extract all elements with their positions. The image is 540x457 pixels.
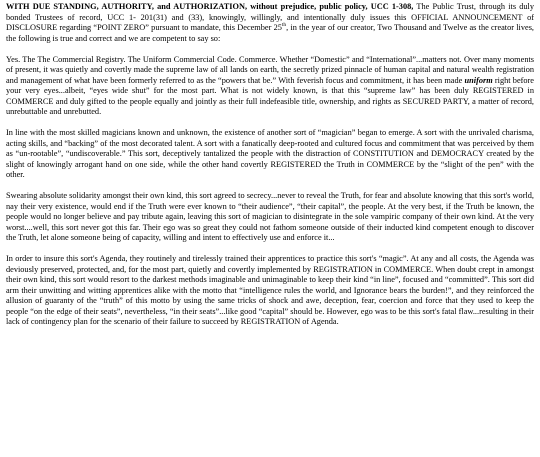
paragraph-announcement: [6, 2, 534, 44]
registry-text-end: right before your very eyes...albeit, “eyes wide shut” for the most part. What is not widely known, is that this “supreme law” has been duly REGISTERED in COMMERCE and duly gifted to the people equally and jointly as their full indefeasible title, ownership, and rights as SECURED PARTY, a matter of record, unrebuttable and unrebutted.: [6, 75, 534, 116]
announcement-lead: WITH DUE STANDING, AUTHORITY, and AUTHORIZATION, without prejudice, public policy, UCC 1-308,: [6, 2, 414, 11]
document-body: [6, 2, 534, 328]
ordinal-suffix: th: [281, 22, 287, 29]
emphasis-uniform: uniform: [464, 75, 493, 85]
paragraph-commercial-registry: [6, 55, 534, 118]
paragraph-agenda: In order to insure this sort's Agenda, they routinely and tirelessly trained their apprentices to practice this sort's “magic”. At any and all costs, the Agenda was deviously preserved, protected, and, for the most part, quietly and covertly implemented by REGISTRATION in COMMERCE. When doubt crept in amongst their own kind, this sort would resort to the darkest methods imaginable and unimaginable to keep their kind “in line”, focused and “committed”. This sort did arm their unwitting and witting apprentices alike with the motto that “intelligence rules the world, and Ignorance bears the burden!”, and they reinforced the allusion of guaranty of the “truth” of this motto by using the same tricks of shock and awe, deception, fear, coercion and force that they used to keep the people “on the edge of their seats”, nevertheless, “in their seats”...like good “capital” should be. However, ego was to be this sort's fatal flaw...resulting in their lack of contingency plan for the scenario of their failure to succeed by REGISTRATION of Agenda.: [6, 254, 534, 326]
announcement-text: The Public Trust, through its duly bonded Trustees of record, UCC 1- 201(31) and (33), knowingly, willingly, and intentionally duly issues this OFFICIAL ANNOUNCEMENT of DISCLOSURE regarding “POINT ZERO” pursuant to mandate, this December 25: [6, 2, 534, 32]
registry-text: Yes. The The Commercial Registry. The Uniform Commercial Code. Commerce. Whether “Domestic” and “International”...matters not. Over many moments of present, it was quietly and covertly made the supreme law of all lands on earth, the secretly prized pinnacle of human capital and natural wealth registration and management of what have been formerly referred to as the “powers that be.” With feverish focus and commitment, it has been made: [6, 54, 534, 85]
paragraph-magicians: In line with the most skilled magicians known and unknown, the existence of another sort of “magician” began to emerge. A sort with the unrivaled charisma, acting skills, and “backing” of the most decorated talent. A sort with a fanatically deep-rooted and cultured focus and commitment that was perceived by them as “un-rootable”, “undiscoverable.” This sort, deceptively tantalized the people with the distraction of CONSTITUTION and DEMOCRACY created by the slight of knowingly arrogant hand on one side, while the other hand covertly REGISTERED the Truth in COMMERCE by the “slight of the pen” with the other.: [6, 128, 534, 179]
announcement-text-end: , in the year of our creator, Two Thousand and Twelve as the creator lives, the following is true and correct and we are competent to say so:: [6, 23, 534, 43]
paragraph-solidarity: Swearing absolute solidarity amongst their own kind, this sort agreed to secrecy...never to reveal the Truth, for fear and absolute knowing that this sort's world, nay their very existence, would end if the Truth were ever known to “their audience”, “their capital”, the people. At the very best, if the Truth be known, the people would no longer believe and pay tribute again, leaving this sort of magician to disintegrate in the sole vampiric company of their own kind. At the very worst....well, this sort never got this far. Their ego was so great they could not fathom someone outside of their inducted kind competent enough to discover the Truth, let alone someone being of capacity, willing and intent to effectively use and enforce it...: [6, 191, 534, 242]
